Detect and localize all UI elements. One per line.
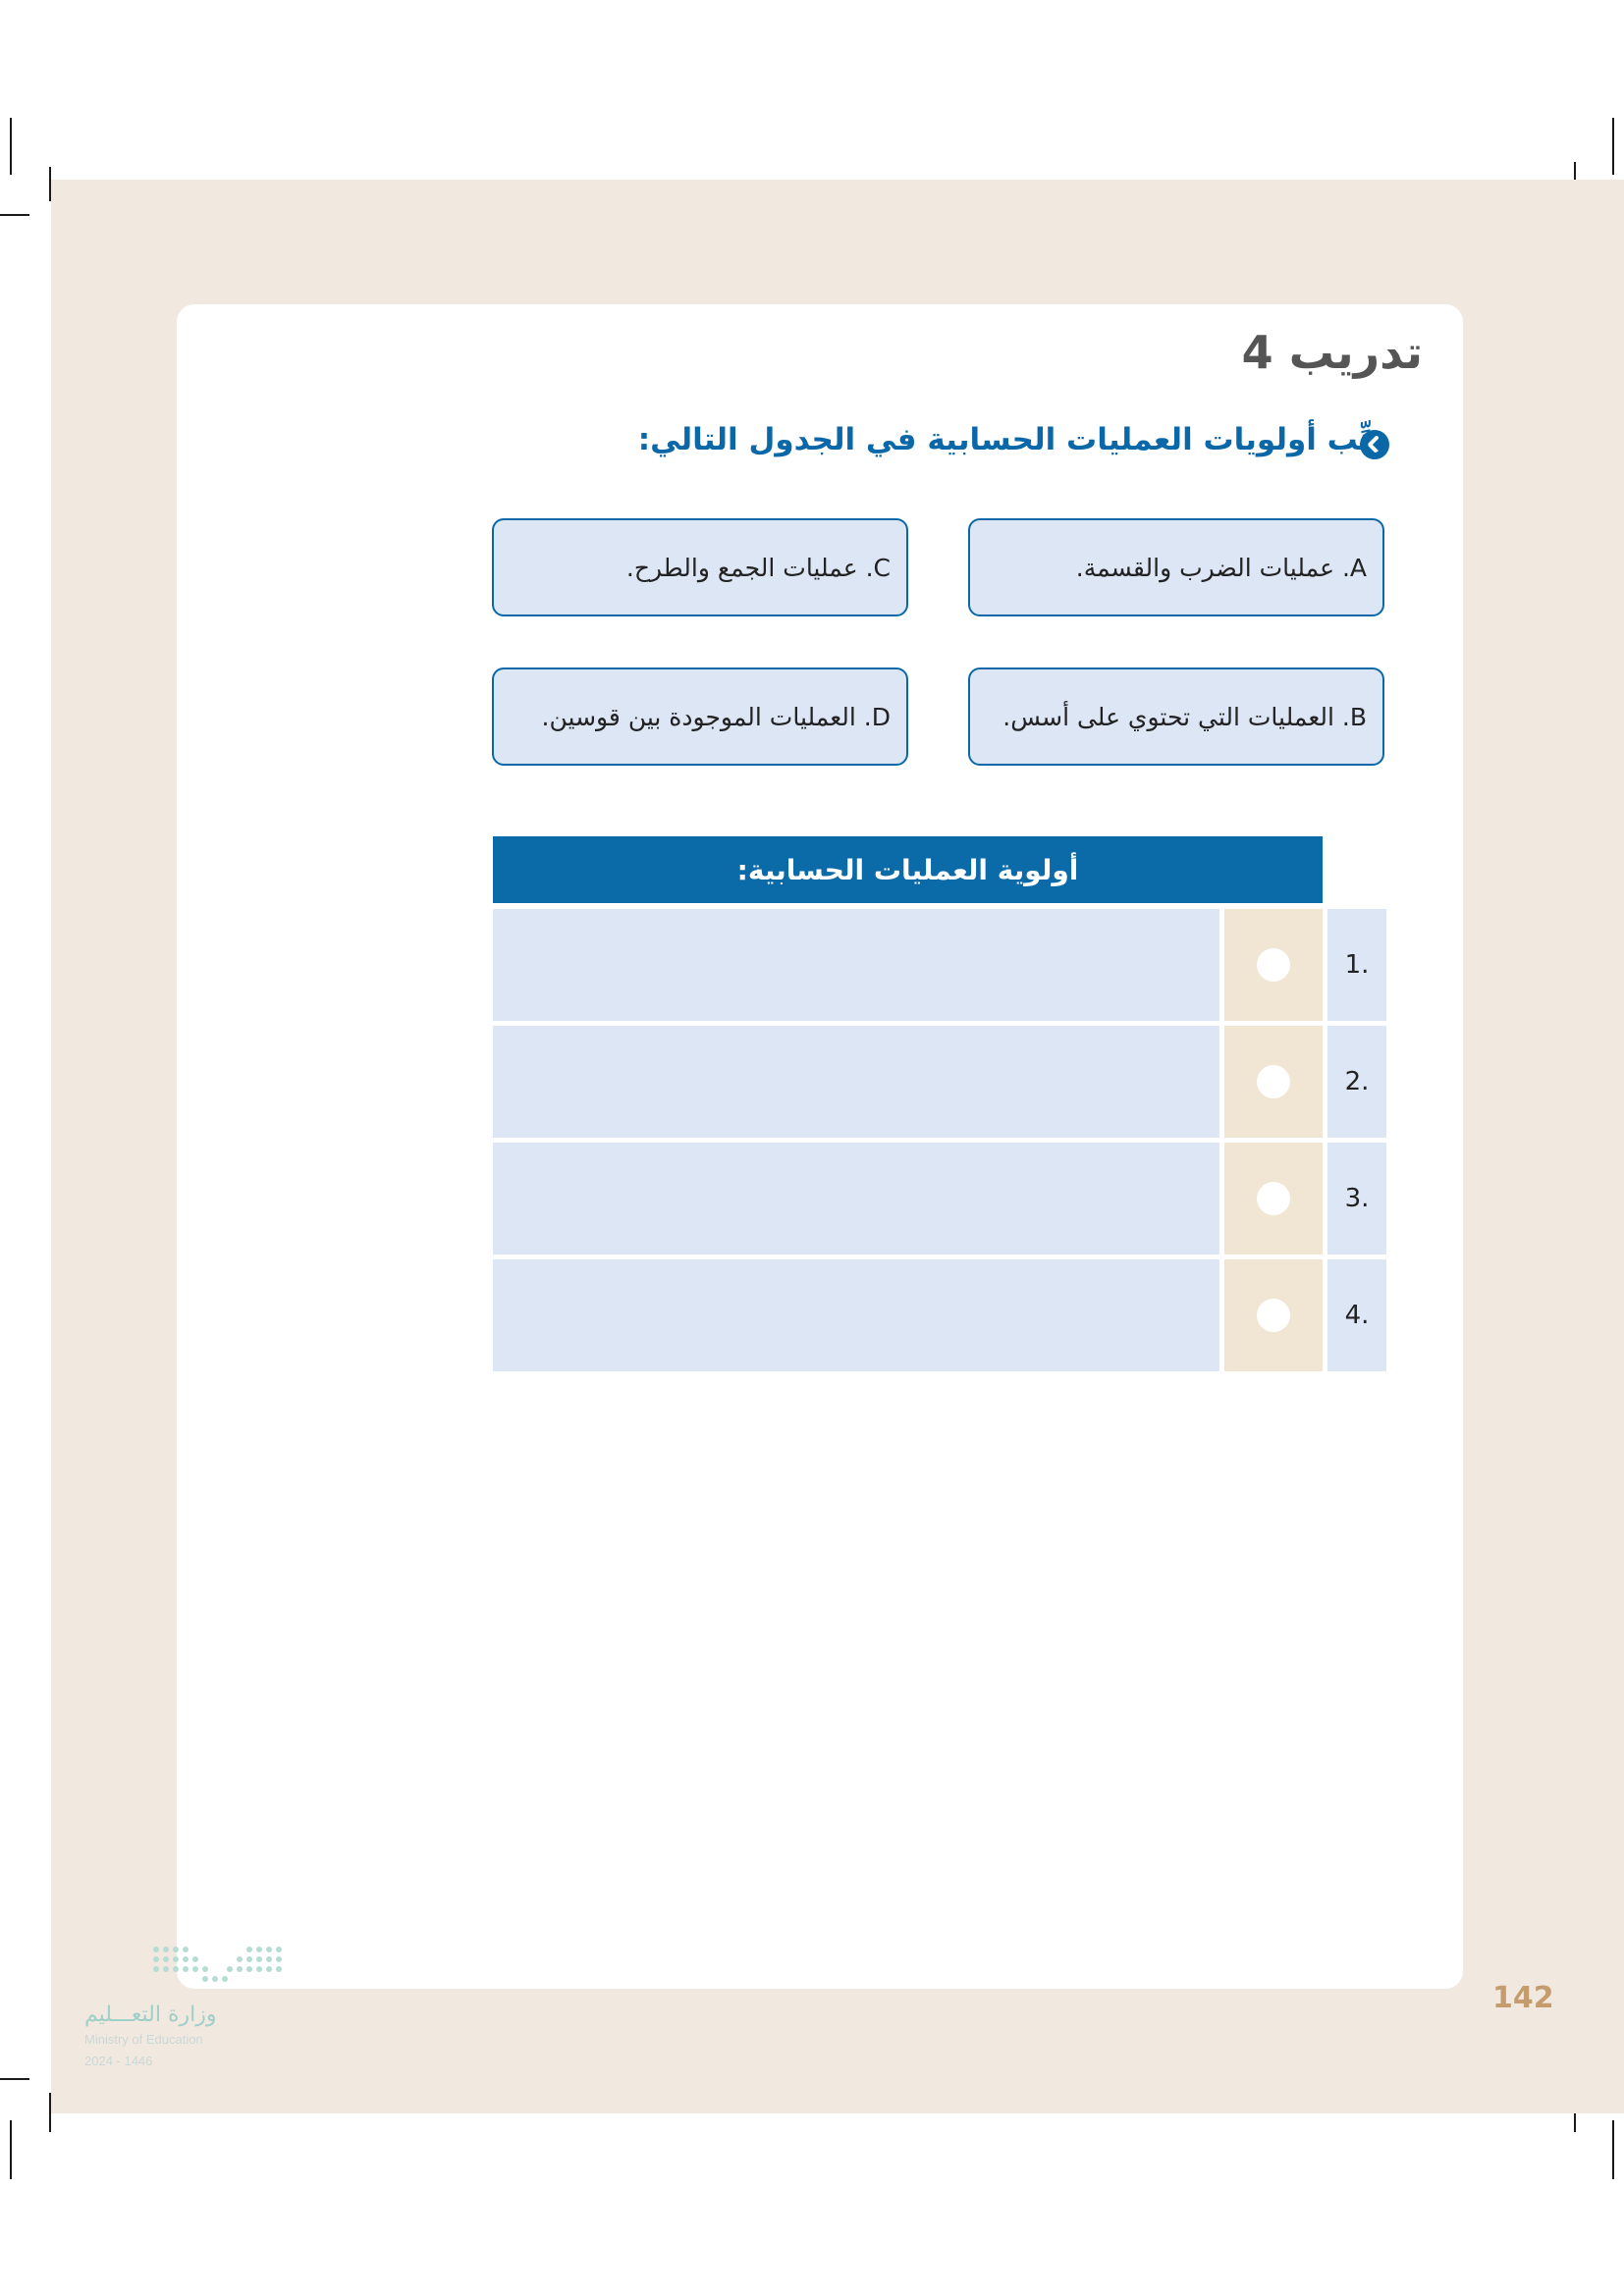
circle-icon	[1257, 1299, 1290, 1332]
row-number: .2	[1327, 1026, 1386, 1138]
circle-icon	[1257, 1182, 1290, 1215]
option-a[interactable]: A. عمليات الضرب والقسمة.	[968, 518, 1384, 616]
table-row	[493, 1259, 1386, 1371]
crop-mark	[1612, 118, 1614, 175]
table-row	[493, 1026, 1386, 1138]
crop-mark	[10, 118, 12, 175]
option-b[interactable]: B. العمليات التي تحتوي على أسس.	[968, 667, 1384, 766]
answer-cell[interactable]	[493, 1143, 1219, 1255]
mark-cell[interactable]	[1224, 1143, 1323, 1255]
option-c[interactable]: C. عمليات الجمع والطرح.	[492, 518, 908, 616]
crop-mark	[10, 2120, 12, 2179]
crop-mark	[0, 214, 29, 216]
page-title: تدريب 4	[1241, 326, 1423, 379]
circle-icon	[1257, 1065, 1290, 1098]
circle-icon	[1257, 948, 1290, 982]
row-number: .1	[1327, 909, 1386, 1021]
crop-mark	[0, 2078, 29, 2080]
page-number: 142	[1492, 1981, 1554, 2015]
table-row	[493, 909, 1386, 1021]
crop-mark	[1612, 2120, 1614, 2179]
row-number: .3	[1327, 1143, 1386, 1255]
mark-cell[interactable]	[1224, 909, 1323, 1021]
option-d[interactable]: D. العمليات الموجودة بين قوسين.	[492, 667, 908, 766]
answer-cell[interactable]	[493, 1026, 1219, 1138]
table-header: أولوية العمليات الحسابية:	[493, 836, 1323, 903]
row-number: .4	[1327, 1259, 1386, 1371]
ministry-name-ar: وزارة التعـــليم	[84, 2002, 217, 2027]
ministry-logo-icon	[82, 1944, 298, 2002]
table-row	[493, 1143, 1386, 1255]
mark-cell[interactable]	[1224, 1259, 1323, 1371]
ministry-name-en: Ministry of Education	[84, 2032, 203, 2047]
ministry-year: 2024 - 1446	[84, 2054, 153, 2068]
answer-cell[interactable]	[493, 909, 1219, 1021]
answer-cell[interactable]	[493, 1259, 1219, 1371]
instruction-text: رتِّب أولويات العمليات الحسابية في الجدول التالي:	[637, 422, 1388, 457]
mark-cell[interactable]	[1224, 1026, 1323, 1138]
